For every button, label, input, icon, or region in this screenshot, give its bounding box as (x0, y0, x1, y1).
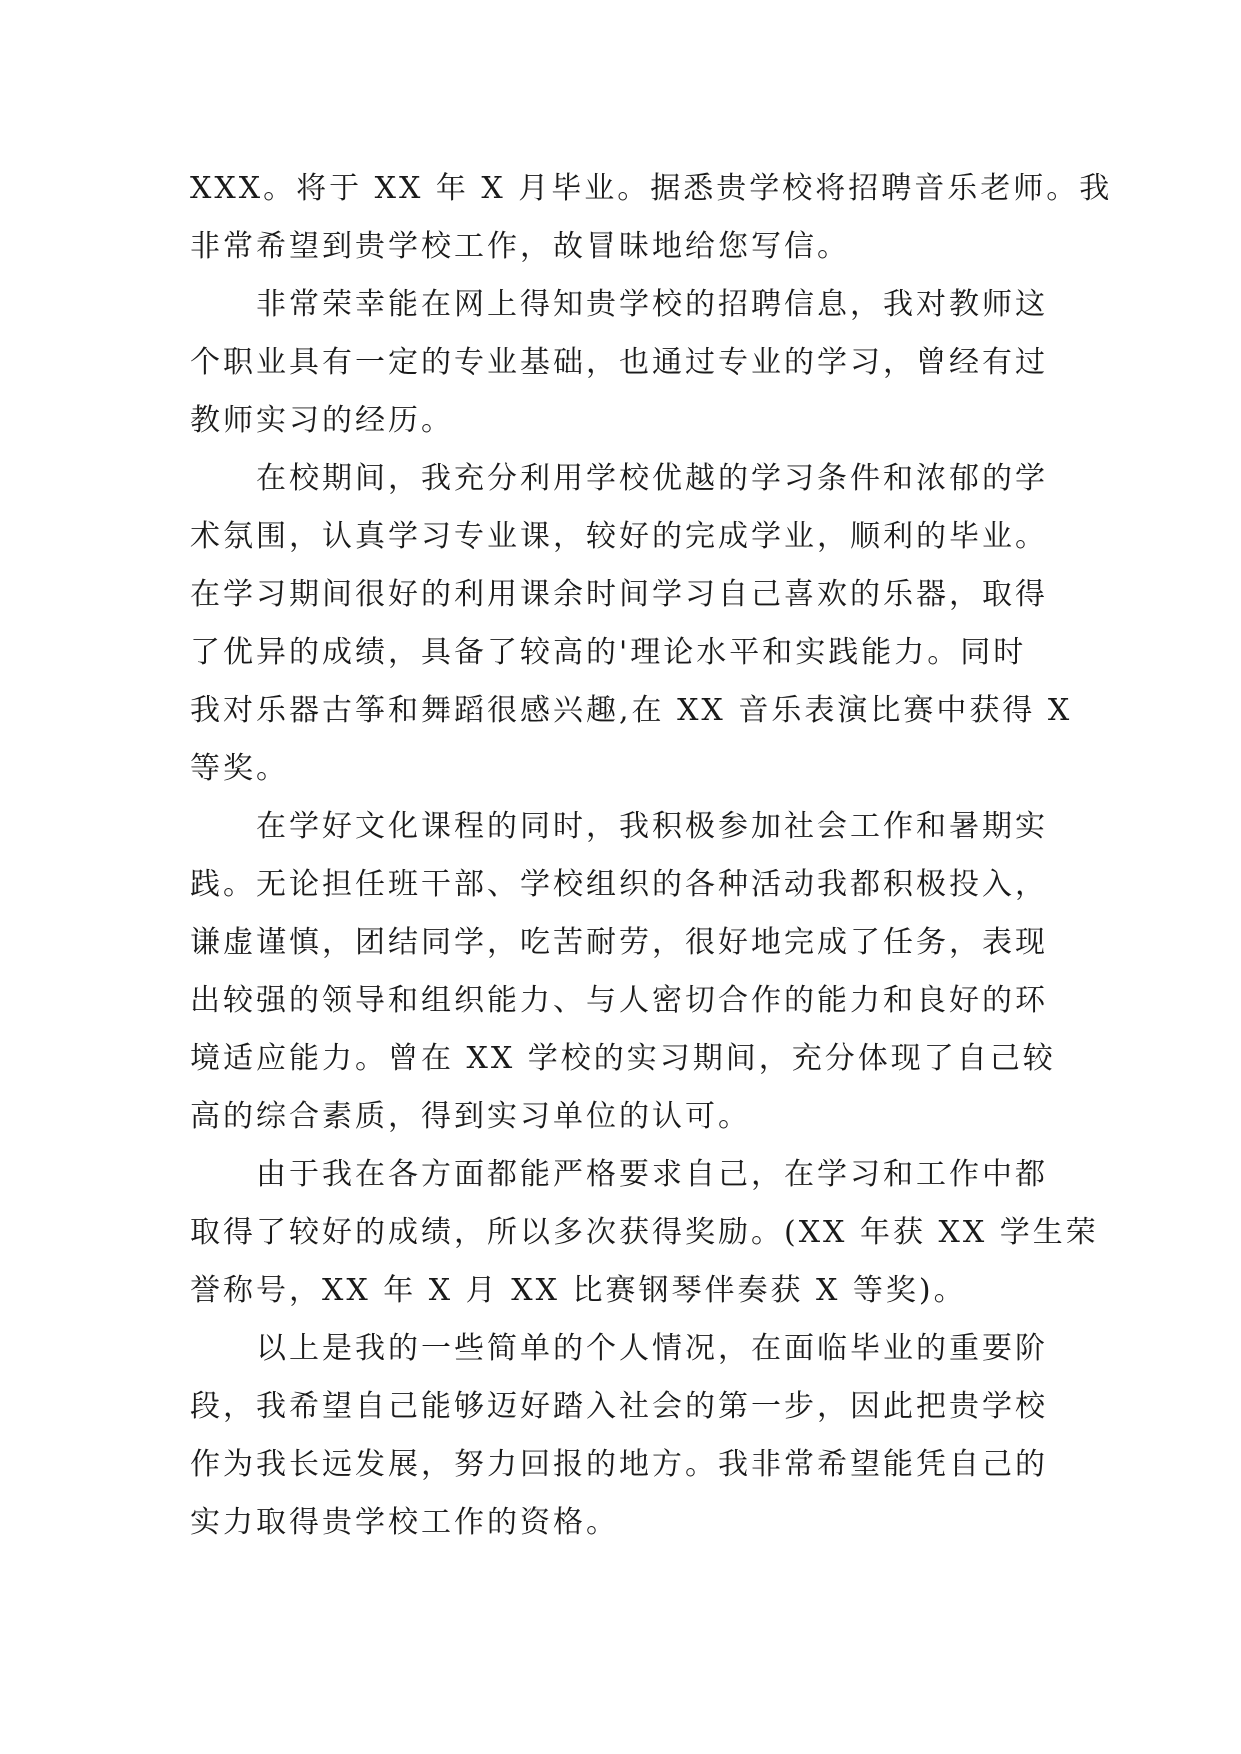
text-line: 教师实习的经历。 (190, 403, 454, 438)
text-line: 在校期间，我充分利用学校优越的学习条件和浓郁的学 (190, 461, 1048, 496)
text-line: 等奖。 (190, 751, 289, 786)
text-line: 非常希望到贵学校工作，故冒昧地给您写信。 (190, 229, 850, 264)
text-line: 个职业具有一定的专业基础，也通过专业的学习，曾经有过 (190, 345, 1048, 380)
text-line: 段，我希望自己能够迈好踏入社会的第一步，因此把贵学校 (190, 1389, 1048, 1424)
text-line: 术氛围，认真学习专业课，较好的完成学业，顺利的毕业。 (190, 519, 1048, 554)
text-line: 由于我在各方面都能严格要求自己，在学习和工作中都 (190, 1157, 1048, 1192)
letter-body (190, 160, 1113, 1552)
text-line: 在学习期间很好的利用课余时间学习自己喜欢的乐器，取得 (190, 577, 1048, 612)
text-line: 取得了较好的成绩，所以多次获得奖励。(XX 年获 XX 学生荣 (190, 1215, 1099, 1250)
text-line: 我对乐器古筝和舞蹈很感兴趣,在 XX 音乐表演比赛中获得 X (190, 693, 1073, 728)
text-line: 出较强的领导和组织能力、与人密切合作的能力和良好的环 (190, 983, 1048, 1018)
text-line: 以上是我的一些简单的个人情况，在面临毕业的重要阶 (190, 1331, 1048, 1366)
text-line: XXX。将于 XX 年 X 月毕业。据悉贵学校将招聘音乐老师。我 (190, 171, 1113, 206)
text-line: 了优异的成绩，具备了较高的'理论水平和实践能力。同时 (190, 635, 1027, 670)
text-line: 作为我长远发展，努力回报的地方。我非常希望能凭自己的 (190, 1447, 1048, 1482)
text-line: 实力取得贵学校工作的资格。 (190, 1505, 619, 1540)
text-line: 高的综合素质，得到实习单位的认可。 (190, 1099, 751, 1134)
text-line: 践。无论担任班干部、学校组织的各种活动我都积极投入， (190, 867, 1048, 902)
text-line: 境适应能力。曾在 XX 学校的实习期间，充分体现了自己较 (190, 1041, 1056, 1076)
text-line: 在学好文化课程的同时，我积极参加社会工作和暑期实 (190, 809, 1048, 844)
text-line: 誉称号，XX 年 X 月 XX 比赛钢琴伴奏获 X 等奖)。 (190, 1273, 967, 1308)
text-line: 谦虚谨慎，团结同学，吃苦耐劳，很好地完成了任务，表现 (190, 925, 1048, 960)
text-line: 非常荣幸能在网上得知贵学校的招聘信息，我对教师这 (190, 287, 1048, 322)
